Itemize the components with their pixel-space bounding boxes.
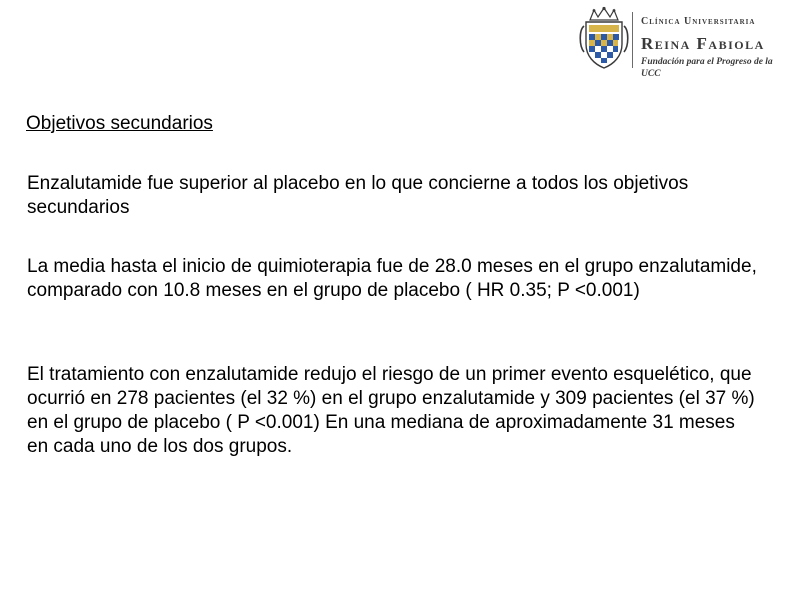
- paragraph-chemotherapy-median: La media hasta el inicio de quimioterapia fue de 28.0 meses en el grupo enzalutamide, comparado con 10.8 meses en el grupo de placebo ( HR 0.35; P <0.001): [27, 256, 757, 301]
- crest-icon: [576, 6, 632, 72]
- logo-text: [641, 16, 786, 80]
- paragraph-secondary-objectives: Enzalutamide fue superior al placebo en lo que concierne a todos los objetivos secundarios: [27, 173, 689, 218]
- slide-heading: Objetivos secundarios: [26, 113, 213, 134]
- logo-line-2: Reina Fabiola: [641, 34, 765, 53]
- logo-divider: [632, 12, 633, 68]
- paragraph-skeletal-event: El tratamiento con enzalutamide redujo el riesgo de un primer evento esquelético, que ocurrió en 278 pacientes (el 32 %) en el grupo enzalutamide y 309 pacientes (el 37 %) en el grupo de placebo ( P <0.001) En una mediana de aproximadamente 31 meses en cada uno de los dos grupos.: [27, 364, 755, 457]
- logo-line-1: Clínica Universitaria: [641, 16, 756, 27]
- clinic-logo: [576, 6, 786, 79]
- logo-line-3: Fundación para el Progreso de la UCC: [641, 57, 773, 79]
